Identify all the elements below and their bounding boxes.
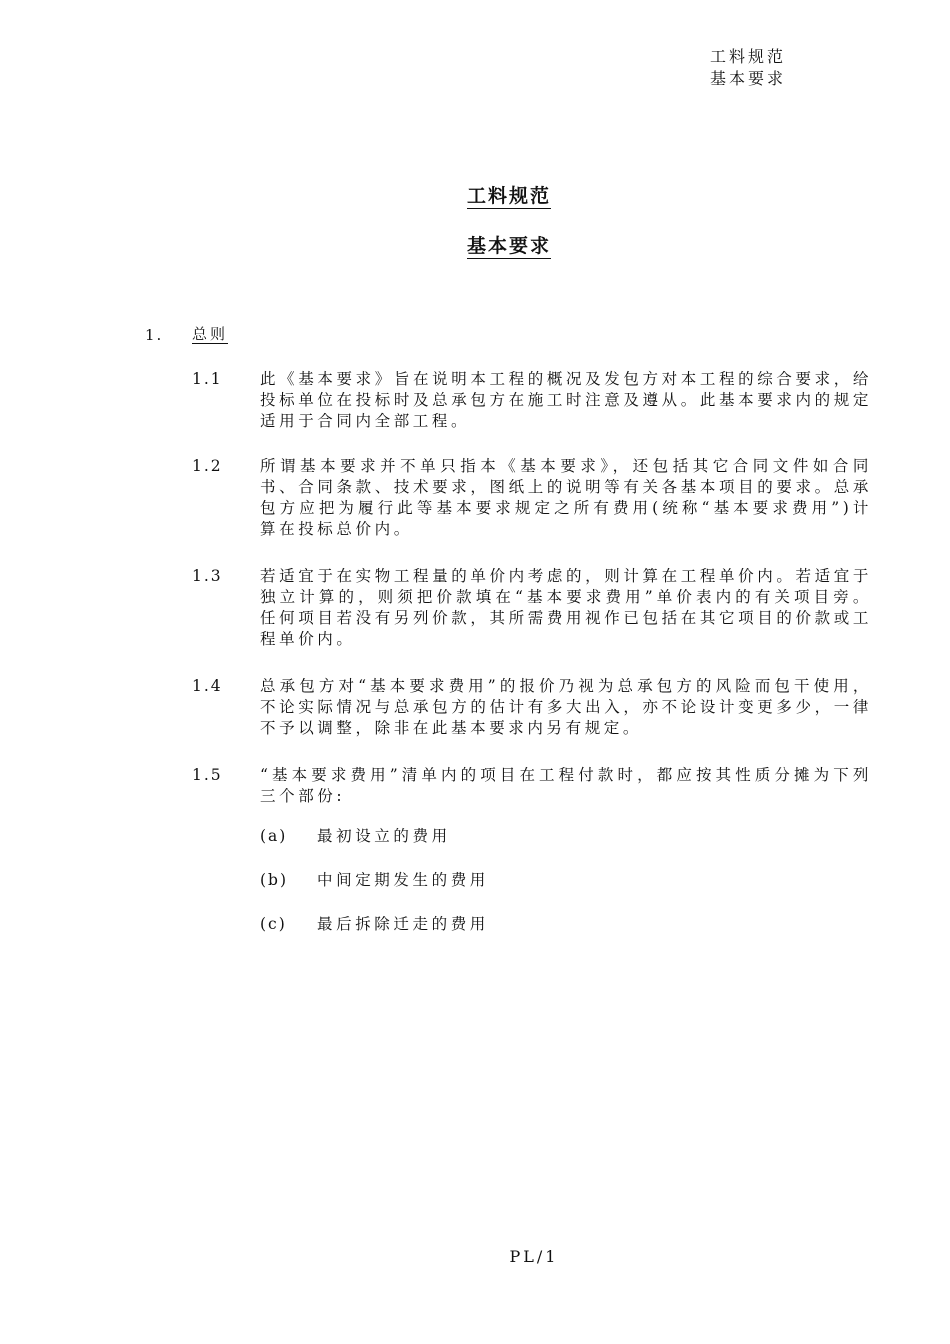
document-subtitle — [0, 231, 950, 258]
header-line-1: 工料规范 — [710, 47, 787, 66]
running-header — [710, 46, 786, 90]
paragraph-number: 1.1 — [192, 370, 223, 388]
subitem-label: (b) — [260, 871, 289, 889]
document-title-text: 工料规范 — [466, 185, 551, 207]
paragraph-text: 若适宜于在实物工程量的单价内考虑的，则计算在工程单价内。若适宜于独立计算的，则须把价款填在“基本要求费用”单价表内的有关项目旁。任何项目若没有另列价款，其所需费用视作已包括在其它项目的价款或工程单价内。 — [260, 567, 872, 648]
page-number: PL/1 — [509, 1247, 559, 1266]
subitem-text: 中间定期发生的费用 — [317, 871, 489, 889]
paragraph-number: 1.4 — [192, 677, 223, 695]
paragraph-number: 1.2 — [192, 457, 223, 475]
subitem-text: 最初设立的费用 — [317, 827, 451, 845]
paragraph-text: “基本要求费用”清单内的项目在工程付款时，都应按其性质分摊为下列三个部份: — [260, 766, 872, 805]
header-line-2: 基本要求 — [710, 69, 787, 88]
paragraph-number: 1.5 — [192, 766, 223, 784]
paragraph-text: 总承包方对“基本要求费用”的报价乃视为总承包方的风险而包干使用，不论实际情况与总承包方的估计有多大出入，亦不论设计变更多少，一律不予以调整，除非在此基本要求内另有规定。 — [260, 677, 872, 737]
section-number: 1. — [145, 326, 164, 344]
paragraph-text: 所谓基本要求并不单只指本《基本要求》，还包括其它合同文件如合同书、合同条款、技术要求，图纸上的说明等有关各基本项目的要求。总承包方应把为履行此等基本要求规定之所有费用(统称“基本要求费用”)计算在投标总价内。 — [260, 457, 872, 538]
paragraph-number: 1.3 — [192, 567, 223, 585]
subitem-label: (a) — [260, 827, 288, 845]
document-subtitle-text: 基本要求 — [466, 235, 551, 257]
section-title: 总则 — [192, 325, 229, 343]
paragraph-text: 此《基本要求》旨在说明本工程的概况及发包方对本工程的综合要求，给投标单位在投标时及总承包方在施工时注意及遵从。此基本要求内的规定适用于合同内全部工程。 — [260, 370, 872, 430]
subitem-text: 最后拆除迁走的费用 — [317, 915, 489, 933]
subitem-label: (c) — [260, 915, 287, 933]
document-title — [0, 181, 950, 208]
